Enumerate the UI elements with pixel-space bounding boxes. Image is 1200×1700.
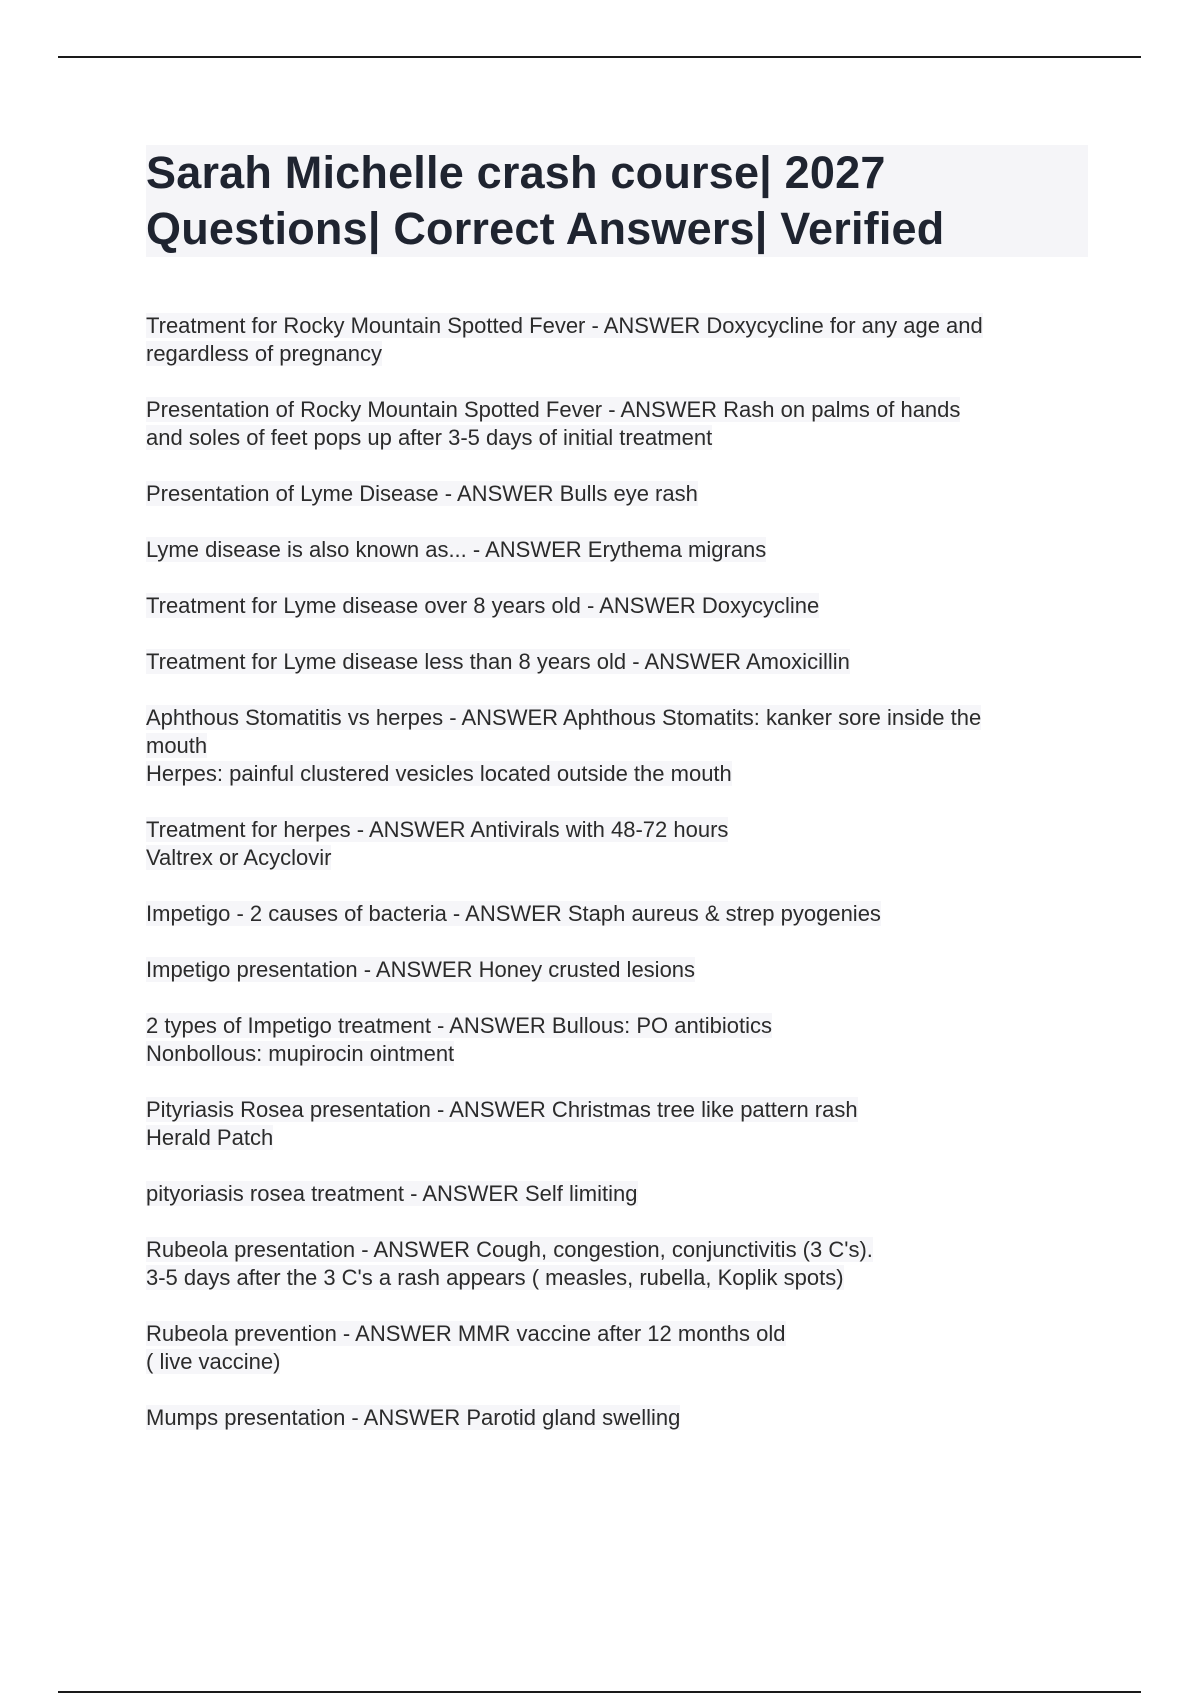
qa-list xyxy=(146,312,1076,1460)
qa-item-line: Treatment for Lyme disease over 8 years old - ANSWER Doxycycline xyxy=(146,593,820,618)
qa-item xyxy=(146,1236,1076,1292)
qa-item-line: Valtrex or Acyclovir xyxy=(146,845,332,870)
qa-item xyxy=(146,816,1076,872)
qa-item-line: regardless of pregnancy xyxy=(146,341,383,366)
qa-item-line: Herpes: painful clustered vesicles located outside the mouth xyxy=(146,761,732,786)
title-line-2: Questions| Correct Answers| Verified xyxy=(146,203,945,254)
title-line-1: Sarah Michelle crash course| 2027 xyxy=(146,147,886,198)
qa-item xyxy=(146,536,1076,564)
qa-item-line: Aphthous Stomatitis vs herpes - ANSWER Aphthous Stomatits: kanker sore inside the xyxy=(146,705,982,730)
qa-item-line: Presentation of Lyme Disease - ANSWER Bulls eye rash xyxy=(146,481,698,506)
qa-item-line: Rubeola prevention - ANSWER MMR vaccine after 12 months old xyxy=(146,1321,786,1346)
qa-item xyxy=(146,956,1076,984)
qa-item-line: ( live vaccine) xyxy=(146,1349,281,1374)
page-title xyxy=(146,145,1088,257)
qa-item-line: Treatment for Rocky Mountain Spotted Fever - ANSWER Doxycycline for any age and xyxy=(146,313,983,338)
qa-item xyxy=(146,1180,1076,1208)
qa-item xyxy=(146,1096,1076,1152)
qa-item xyxy=(146,396,1076,452)
qa-item-line: Rubeola presentation - ANSWER Cough, congestion, conjunctivitis (3 C's). xyxy=(146,1237,873,1262)
qa-item-line: Nonbollous: mupirocin ointment xyxy=(146,1041,455,1066)
top-rule xyxy=(58,56,1141,58)
qa-item-line: Treatment for herpes - ANSWER Antivirals with 48-72 hours xyxy=(146,817,729,842)
bottom-rule xyxy=(58,1691,1141,1693)
qa-item xyxy=(146,1404,1076,1432)
qa-item xyxy=(146,648,1076,676)
qa-item-line: Mumps presentation - ANSWER Parotid gland swelling xyxy=(146,1405,681,1430)
qa-item xyxy=(146,1012,1076,1068)
qa-item-line: 3-5 days after the 3 C's a rash appears ( measles, rubella, Koplik spots) xyxy=(146,1265,844,1290)
qa-item xyxy=(146,1320,1076,1376)
qa-item-line: Impetigo presentation - ANSWER Honey crusted lesions xyxy=(146,957,696,982)
qa-item xyxy=(146,704,1076,788)
title-block xyxy=(146,145,1088,257)
qa-item-line: and soles of feet pops up after 3-5 days of initial treatment xyxy=(146,425,713,450)
qa-item-line: Impetigo - 2 causes of bacteria - ANSWER Staph aureus & strep pyogenies xyxy=(146,901,881,926)
qa-item-line: 2 types of Impetigo treatment - ANSWER Bullous: PO antibiotics xyxy=(146,1013,773,1038)
qa-item-line: Pityriasis Rosea presentation - ANSWER Christmas tree like pattern rash xyxy=(146,1097,858,1122)
qa-item-line: Treatment for Lyme disease less than 8 years old - ANSWER Amoxicillin xyxy=(146,649,850,674)
qa-item-line: mouth xyxy=(146,733,208,758)
qa-item-line: pityoriasis rosea treatment - ANSWER Self limiting xyxy=(146,1181,638,1206)
qa-item xyxy=(146,592,1076,620)
qa-item xyxy=(146,900,1076,928)
qa-item-line: Presentation of Rocky Mountain Spotted Fever - ANSWER Rash on palms of hands xyxy=(146,397,961,422)
qa-item-line: Herald Patch xyxy=(146,1125,274,1150)
qa-item xyxy=(146,312,1076,368)
qa-item-line: Lyme disease is also known as... - ANSWER Erythema migrans xyxy=(146,537,767,562)
qa-item xyxy=(146,480,1076,508)
